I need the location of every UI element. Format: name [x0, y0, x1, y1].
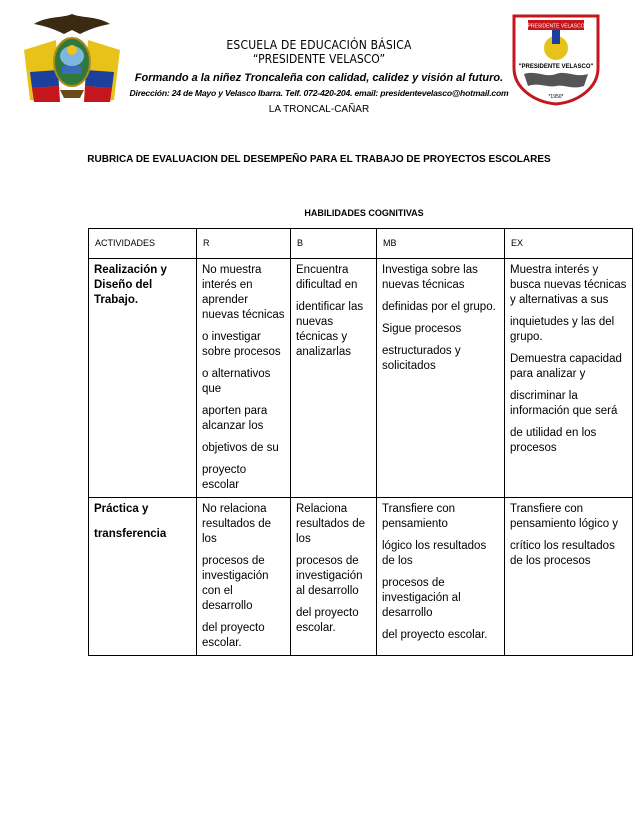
- cell-text: Sigue procesos: [382, 323, 462, 335]
- header-b: B: [291, 229, 377, 259]
- section-title: HABILIDADES COGNITIVAS: [304, 208, 424, 218]
- ex-cell: [505, 498, 633, 656]
- cell-text: del proyecto escolar.: [202, 622, 265, 649]
- school-motto: Formando a la niñez Troncaleña con calidad, calidez y visión al futuro.: [134, 72, 504, 84]
- cell-text: Demuestra capacidad para analizar y: [510, 353, 622, 380]
- cell-text: lógico los resultados de los: [382, 540, 487, 567]
- cell-text: Transfiere con pensamiento lógico y: [510, 503, 619, 530]
- cell-text: procesos de investigación con el desarrollo: [202, 555, 269, 612]
- header-mb: MB: [377, 229, 505, 259]
- cell-text: Muestra interés y busca nuevas técnicas y alternativas a sus: [510, 264, 627, 306]
- mb-cell: [377, 259, 505, 498]
- header-r: R: [197, 229, 291, 259]
- r-cell: [197, 259, 291, 498]
- cell-text: aporten para alcanzar los: [202, 405, 268, 432]
- cell-text: o alternativos que: [202, 368, 271, 395]
- cell-text: objetivos de su: [202, 442, 279, 454]
- rubric-table: [88, 228, 633, 656]
- cell-text: inquietudes y las del grupo.: [510, 316, 615, 343]
- cell-text: identificar las nuevas técnicas y analizarlas: [296, 301, 364, 358]
- svg-text:*1950*: *1950*: [548, 94, 564, 100]
- cell-text: procesos de investigación al desarrollo: [382, 577, 461, 619]
- cell-text: del proyecto escolar.: [296, 607, 359, 634]
- cell-text: discriminar la información que será: [510, 390, 618, 417]
- cell-text: proyecto escolar: [202, 464, 247, 491]
- r-cell: [197, 498, 291, 656]
- cell-text: del proyecto escolar.: [382, 629, 488, 641]
- cell-text: o investigar sobre procesos: [202, 331, 281, 358]
- cell-text: No relaciona resultados de los: [202, 503, 272, 545]
- table-row: [89, 259, 633, 498]
- cell-text: No muestra interés en aprender nuevas técnicas: [202, 264, 285, 321]
- cell-text: Encuentra dificultad en: [296, 264, 358, 291]
- cell-text: Relaciona resultados de los: [296, 503, 366, 545]
- header-actividades: ACTIVIDADES: [89, 229, 197, 259]
- cell-text: procesos de investigación al desarrollo: [296, 555, 363, 597]
- activity-cell: [89, 498, 197, 656]
- school-name-quoted: “PRESIDENTE VELASCO”: [252, 52, 386, 66]
- cell-text: de utilidad en los procesos: [510, 427, 597, 454]
- svg-text:"PRESIDENTE VELASCO": "PRESIDENTE VELASCO": [518, 64, 594, 70]
- b-cell: [291, 259, 377, 498]
- school-name: ESCUELA DE EDUCACIÓN BÁSICA: [226, 38, 412, 52]
- cell-text: Realización y: [94, 264, 167, 276]
- ex-cell: [505, 259, 633, 498]
- school-city: LA TRONCAL-CAÑAR: [268, 104, 370, 115]
- table-header-row: [89, 229, 633, 259]
- mb-cell: [377, 498, 505, 656]
- cell-text: transferencia: [94, 528, 167, 540]
- b-cell: [291, 498, 377, 656]
- table-row: [89, 498, 633, 656]
- header-ex: EX: [505, 229, 633, 259]
- school-address: Dirección: 24 de Mayo y Velasco Ibarra. Telf. 072-420-204. email: presidentevelasco@hotmail.com: [129, 88, 509, 98]
- cell-text: Trabajo.: [94, 294, 139, 306]
- document-title: RUBRICA DE EVALUACION DEL DESEMPEÑO PARA EL TRABAJO DE PROYECTOS ESCOLARES: [87, 154, 551, 165]
- cell-text: Investiga sobre las nuevas técnicas: [382, 264, 478, 291]
- cell-text: Práctica y: [94, 503, 149, 515]
- cell-text: crítico los resultados de los procesos: [510, 540, 615, 567]
- cell-text: definidas por el grupo.: [382, 301, 496, 313]
- activity-cell: [89, 259, 197, 498]
- cell-text: Diseño del: [94, 279, 153, 291]
- cell-text: Transfiere con pensamiento: [382, 503, 456, 530]
- svg-text:PRESIDENTE VELASCO: PRESIDENTE VELASCO: [527, 23, 585, 30]
- cell-text: estructurados y solicitados: [382, 345, 461, 372]
